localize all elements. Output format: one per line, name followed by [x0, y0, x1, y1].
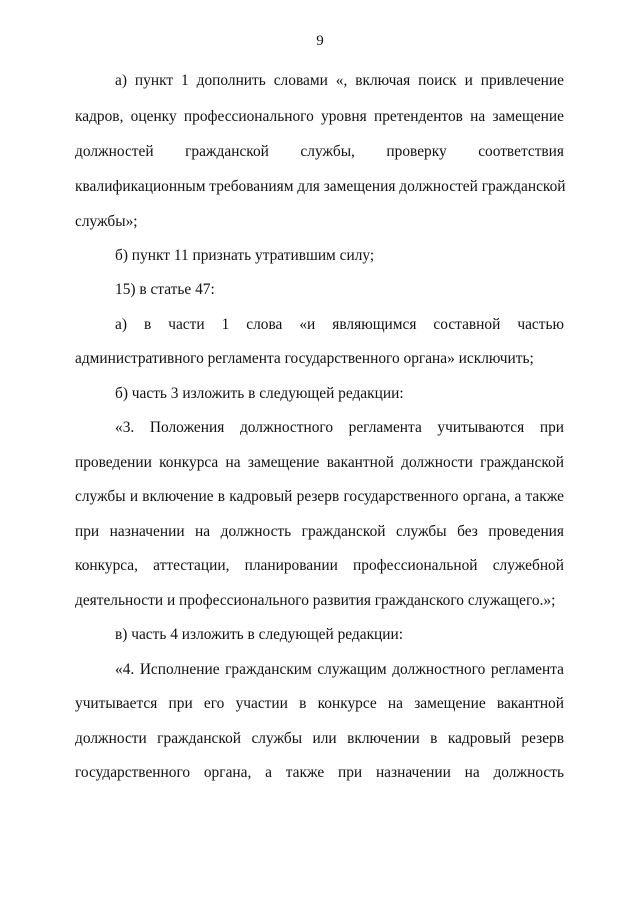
text-line: учитывается при его участии в конкурсе на замещение вакантной: [75, 695, 564, 712]
text-line: должностей гражданской службы, проверку соответствия: [75, 143, 564, 160]
text-line: государственного органа, а также при назначении на должность: [75, 764, 564, 781]
text-line: а) пункт 1 дополнить словами «, включая поиск и привлечение: [115, 72, 564, 89]
text-line: б) часть 3 изложить в следующей редакции:: [115, 385, 404, 402]
text-line: б) пункт 11 признать утратившим силу;: [115, 247, 375, 264]
text-line: «4. Исполнение гражданским служащим должностного регламента: [115, 661, 564, 678]
text-line: должности гражданской службы или включении в кадровый резерв: [75, 730, 564, 747]
text-line: конкурса, аттестации, планировании профессиональной служебной: [75, 557, 564, 574]
text-line: административного регламента государственного органа» исключить;: [75, 350, 534, 367]
text-line: службы и включение в кадровый резерв государственного органа, а также: [75, 488, 564, 505]
text-line: в) часть 4 изложить в следующей редакции:: [115, 626, 404, 643]
text-line: деятельности и профессионального развития гражданского служащего.»;: [75, 592, 556, 609]
text-line: кадров, оценку профессионального уровня претендентов на замещение: [75, 108, 564, 125]
text-line: службы»;: [75, 213, 138, 230]
text-line: квалификационным требованиям для замещения должностей гражданской: [75, 178, 566, 195]
text-line: при назначении на должность гражданской службы без проведения: [75, 523, 564, 540]
text-line: проведении конкурса на замещение вакантной должности гражданской: [75, 454, 564, 471]
page-number: 9: [316, 33, 324, 49]
text-line: а) в части 1 слова «и являющимся составной частью: [115, 316, 564, 333]
text-line: «3. Положения должностного регламента учитываются при: [115, 419, 564, 436]
text-line: 15) в статье 47:: [115, 281, 215, 298]
